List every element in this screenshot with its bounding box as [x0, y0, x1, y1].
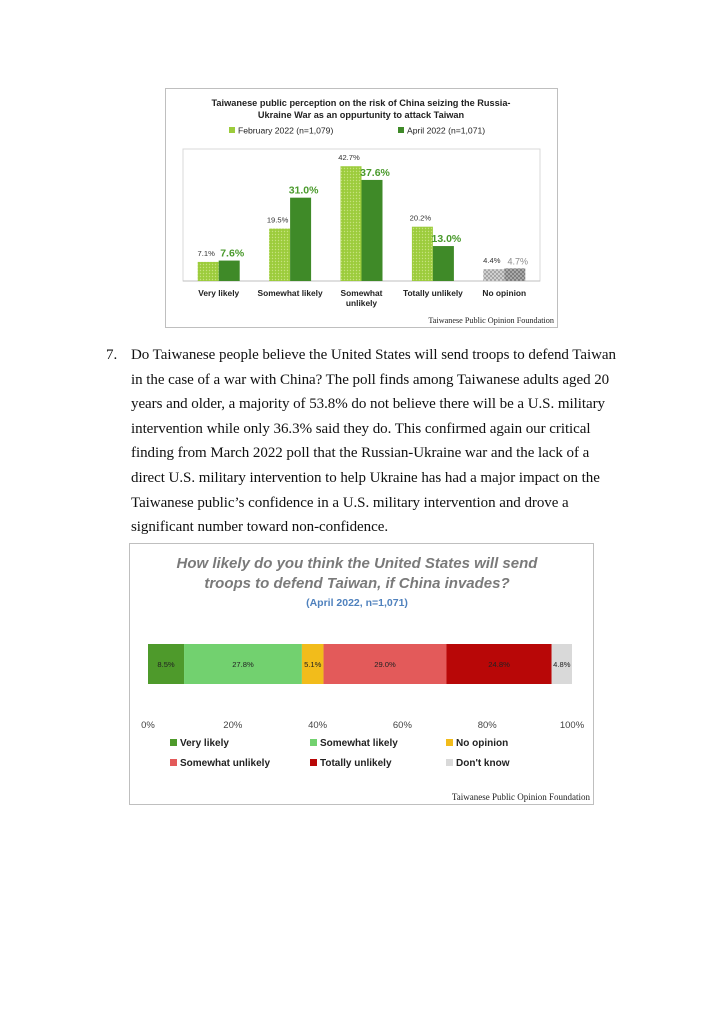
figure-us-troops: [129, 543, 594, 805]
bar-february-somewhat-unlikely: [341, 166, 362, 281]
bar-april-very-likely: [219, 261, 240, 281]
chart2-title-line2: troops to defend Taiwan, if China invades?: [204, 575, 510, 592]
chart1-legend: [229, 126, 485, 136]
x-tick-label: 100%: [559, 720, 585, 731]
legend-label-february: February 2022 (n=1,079): [238, 125, 334, 136]
category-label: Totally unlikely: [402, 288, 463, 298]
data-label-february-totally-unlikely: 20.2%: [409, 213, 432, 223]
legend-swatch-february: [229, 127, 235, 133]
bar-february-somewhat-likely: [269, 229, 290, 281]
legend-swatch: [170, 759, 177, 766]
data-label-april-somewhat-likely: 31.0%: [288, 184, 319, 197]
legend-swatch-april: [398, 127, 404, 133]
segment-label: 4.8%: [553, 660, 571, 669]
chart2-legend: [170, 738, 510, 769]
chart-perception-risk: [166, 89, 557, 327]
legend-label: Don't know: [456, 758, 510, 769]
legend-swatch: [170, 739, 177, 746]
legend-label: Somewhat likely: [320, 738, 398, 749]
x-tick-label: 0%: [141, 720, 155, 731]
x-tick-label: 40%: [308, 720, 328, 731]
chart1-category-labels: [198, 288, 526, 308]
x-tick-label: 80%: [477, 720, 497, 731]
legend-swatch: [446, 759, 453, 766]
data-label-april-no-opinion: 4.7%: [507, 256, 529, 267]
category-label: Very likely: [198, 288, 240, 298]
chart2-axis-ticks: [141, 720, 585, 731]
chart2-title-line1: How likely do you think the United States will send: [176, 555, 538, 572]
category-label: unlikely: [345, 298, 378, 308]
bar-february-totally-unlikely: [412, 227, 433, 281]
bar-april-somewhat-likely: [290, 198, 311, 281]
segment-label: 29.0%: [374, 660, 396, 669]
bar-february-very-likely: [198, 262, 219, 281]
category-label: Somewhat likely: [257, 288, 323, 298]
data-label-february-very-likely: 7.1%: [197, 248, 215, 258]
item-number: 7.: [106, 347, 118, 363]
legend-swatch: [310, 759, 317, 766]
data-label-february-somewhat-likely: 19.5%: [266, 215, 289, 225]
data-label-february-somewhat-unlikely: 42.7%: [338, 153, 360, 163]
bar-april-no-opinion: [504, 268, 525, 281]
data-label-april-totally-unlikely: 13.0%: [431, 233, 462, 246]
data-label-february-no-opinion: 4.4%: [483, 256, 501, 266]
legend-swatch: [310, 739, 317, 746]
chart-us-troops: [130, 544, 593, 804]
chart1-bars: [198, 153, 529, 281]
category-label: No opinion: [482, 288, 527, 298]
legend-label: Somewhat unlikely: [180, 758, 271, 769]
chart2-stacked-bar: [148, 644, 572, 684]
chart1-title-line2: Ukraine War as an oppurtunity to attack Taiwan: [257, 110, 465, 120]
data-label-april-somewhat-unlikely: 37.6%: [360, 166, 390, 179]
bar-february-no-opinion: [483, 269, 504, 281]
paragraph-item-7: [106, 343, 616, 540]
legend-swatch: [446, 739, 453, 746]
chart2-source: Taiwanese Public Opinion Foundation: [451, 792, 590, 802]
category-label: Somewhat: [340, 288, 383, 298]
segment-label: 5.1%: [304, 660, 322, 669]
segment-label: 8.5%: [157, 660, 175, 669]
x-tick-label: 20%: [223, 720, 243, 731]
bar-april-totally-unlikely: [433, 246, 454, 281]
chart1-source: Taiwanese Public Opinion Foundation: [428, 316, 554, 325]
data-label-april-very-likely: 7.6%: [220, 247, 245, 260]
chart2-subtitle: (April 2022, n=1,071): [306, 597, 408, 609]
legend-label: No opinion: [456, 738, 509, 749]
segment-label: 24.8%: [488, 660, 510, 669]
item-text: Do Taiwanese people believe the United States will send troops to defend Taiwan in the case of a war with China? The poll finds among Taiwanese adults aged 20 years and older, a majority of 53.8% do not believe there will be a U.S. military intervention while only 36.3% said they do. This confirmed again our critical finding from March 2022 poll that the Russian-Ukraine war and the lack of a direct U.S. military intervention to help Ukraine has had a major impact on the Taiwanese public’s confidence in a U.S. military intervention and drove a significant number toward non-confidence.: [131, 347, 616, 536]
legend-label: Very likely: [180, 738, 229, 749]
chart1-title-line1: Taiwanese public perception on the risk of China seizing the Russia-: [211, 98, 511, 108]
legend-label-april: April 2022 (n=1,071): [407, 125, 486, 136]
bar-april-somewhat-unlikely: [362, 180, 383, 281]
x-tick-label: 60%: [392, 720, 412, 731]
figure-perception-risk: [165, 88, 558, 328]
segment-label: 27.8%: [232, 660, 254, 669]
legend-label: Totally unlikely: [320, 758, 392, 769]
